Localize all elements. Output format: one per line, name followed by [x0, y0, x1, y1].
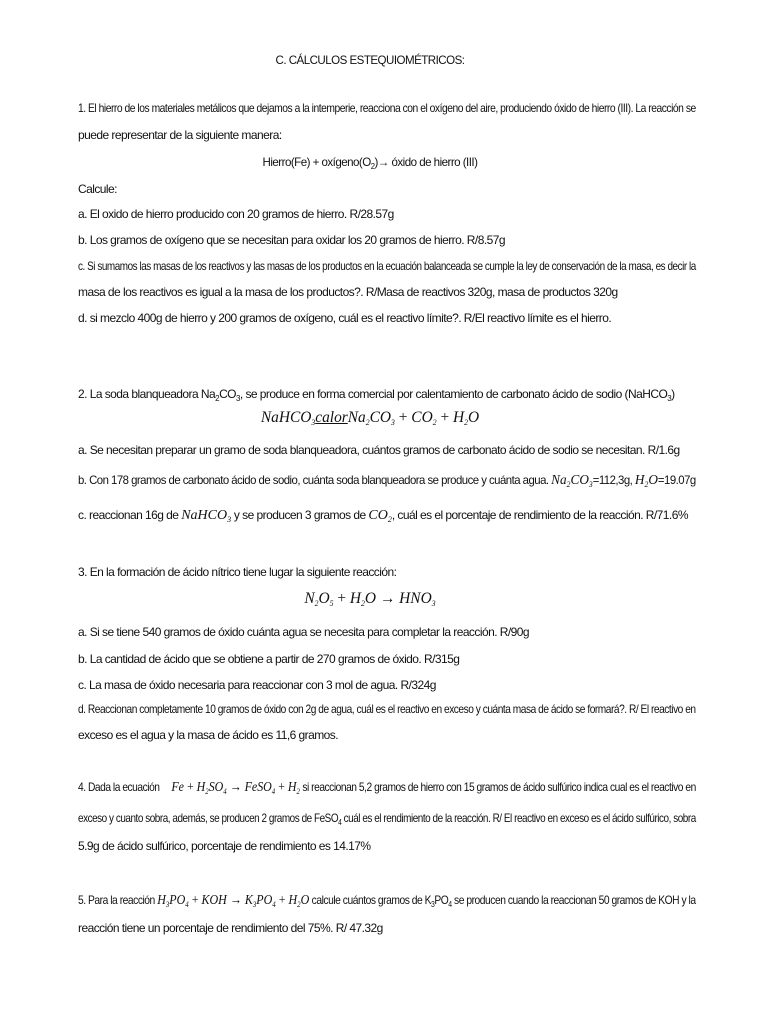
problem-3-item-b: b. La cantidad de ácido que se obtiene a partir de 270 gramos de óxido. R/315g [78, 652, 460, 666]
problem-2-intro: 2. La soda blanqueadora $Na_2CO_3$, se produce en forma comercial por calentamiento de carbonato ácido de sodio (NaHCO$_3$) [78, 387, 675, 403]
problem-1-item-c-line-1: c. Si sumamos las masas de los reactivos y las masas de los productos en la ecuación balanceada se cumple la ley de conservación de la masa, es decir la [78, 259, 696, 273]
problem-3-item-a: a. Si se tiene 540 gramos de óxido cuánta agua se necesita para completar la reacción. R/90g [78, 625, 530, 639]
problem-1-item-a: a. El oxido de hierro producido con 20 gramos de hierro. R/28.57g [78, 207, 394, 221]
problem-2-item-c: c. reaccionan 16g de NaHCO$_3$ y se producen 3 gramos de $CO_2$, cuál es el porcentaje de rendimiento de la reacción. R/71.6% [78, 508, 688, 524]
document-title: C. CÁLCULOS ESTEQUIOMÉTRICOS: [275, 53, 465, 67]
problem-5-line-2: reacción tiene un porcentaje de rendimiento del 75%. R/ 47.32g [78, 921, 383, 935]
problem-1-intro-line-1: 1. El hierro de los materiales metálicos que dejamos a la intemperie, reacciona con el oxígeno del aire, produciendo óxido de hierro (III). La reacción se [78, 101, 696, 115]
problem-4-line-3: 5.9g de ácido sulfúrico, porcentaje de rendimiento es 14.17% [78, 839, 371, 853]
problem-2-item-b: b. Con 178 gramos de carbonato ácido de sodio, cuánta soda blanqueadora se produce y cuánta agua. $Na_2CO_3=112,3g$, $H_2O=19.07g$ [78, 473, 696, 489]
problem-2-item-a: a. Se necesitan preparar un gramo de soda blanqueadora, cuántos gramos de carbonato ácido de sodio se necesitan. R/1.6g [78, 443, 680, 457]
problem-3-item-c: c. La masa de óxido necesaria para reaccionar con 3 mol de agua. R/324g [78, 678, 436, 692]
problem-1-item-b: b. Los gramos de oxígeno que se necesitan para oxidar los 20 gramos de hierro. R/8.57g [78, 233, 505, 247]
problem-1-equation: Hierro(Fe) + $oxígeno(O_2)\to$ óxido de hierro (III) [262, 155, 478, 171]
problem-4-line-2: exceso y cuanto sobra, además, se producen 2 gramos de FeSO$_4$ cuál es el rendimiento de la reacción. R/ El reactivo en exceso es el ácido sulfúrico, sobra [78, 811, 696, 827]
problem-3-item-d-line-1: d. Reaccionan completamente 10 gramos de óxido con 2g de agua, cuál es el reactivo en exceso y cuánta masa de ácido se formará?. R/ El reactivo en [78, 702, 696, 716]
problem-3-item-d-line-2: exceso es el agua y la masa de ácido es 11,6 gramos. [78, 728, 339, 742]
problem-2-equation: $NaHCO_3calorNa_2CO_3 + CO_2 + H_2O$ [260, 409, 480, 427]
problem-4-line-1: 4. Dada la ecuación $Fe + H_2SO_4$ → FeSO$_4$ + $H_2$ si reaccionan 5,2 gramos de hierro con 15 gramos de ácido sulfúrico indica cual es el reactivo en [78, 780, 696, 796]
problem-1-item-c-line-2: masa de los reactivos es igual a la masa de los productos?. R/Masa de reactivos 320g, masa de productos 320g [78, 285, 618, 299]
problem-3-intro: 3. En la formación de ácido nítrico tiene lugar la siguiente reacción: [78, 565, 397, 579]
problem-3-equation: $N_2O_5 + H_2O \to HNO_3$ [304, 590, 436, 608]
problem-1-intro-line-2: puede representar de la siguiente manera: [78, 128, 282, 142]
problem-5-line-1: 5. Para la reacción $H_3PO_4$ + KOH → $K_3PO_4 + H_2O$ calcule cuántos gramos de $K_3PO_4$ se producen cuando la reaccionan 50 gramos de KOH y la [78, 893, 696, 909]
problem-1-calcule: Calcule: [78, 182, 117, 196]
problem-1-item-d: d. si mezclo 400g de hierro y 200 gramos de oxígeno, cuál es el reactivo límite?. R/El reactivo límite es el hierro. [78, 311, 612, 325]
